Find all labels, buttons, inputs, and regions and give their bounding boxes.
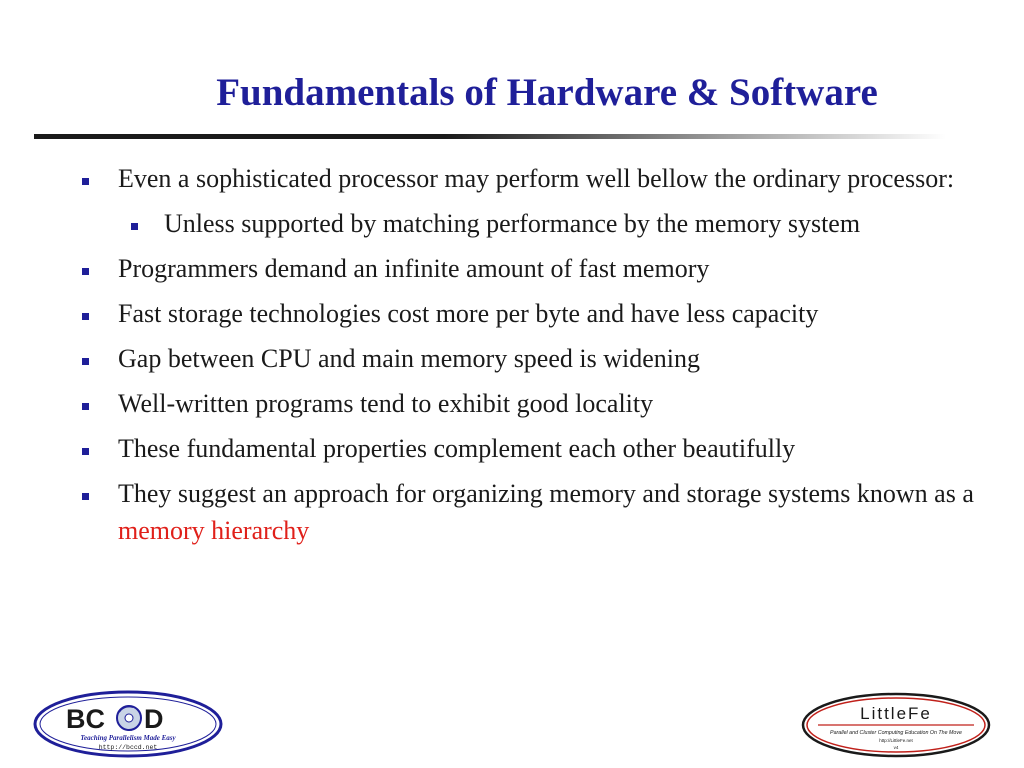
- littlefe-version: v4: [893, 745, 899, 750]
- bullet-text: Even a sophisticated processor may perform well bellow the ordinary processor:: [118, 164, 955, 193]
- bccd-logo: [33, 690, 223, 758]
- bullet-item: [80, 250, 980, 287]
- bccd-letters-1: BC: [66, 704, 105, 734]
- littlefe-tagline: Parallel and Cluster Computing Education On The Move: [830, 730, 962, 736]
- highlight-text: memory hierarchy: [118, 516, 310, 545]
- square-bullet-icon: [82, 493, 89, 500]
- square-bullet-icon: [82, 268, 89, 275]
- bullet-item: [80, 430, 980, 467]
- littlefe-url: http://LittleFe.net: [879, 738, 913, 743]
- square-bullet-icon: [131, 223, 138, 230]
- bccd-tagline: Teaching Parallelism Made Easy: [80, 734, 176, 742]
- bullet-text: Well-written programs tend to exhibit good locality: [118, 389, 654, 418]
- square-bullet-icon: [82, 178, 89, 185]
- title-divider: [34, 134, 946, 139]
- bullet-text: Gap between CPU and main memory speed is widening: [118, 344, 700, 373]
- bullet-text: Fast storage technologies cost more per byte and have less capacity: [118, 299, 819, 328]
- littlefe-name: LittleFe: [860, 704, 932, 723]
- sub-bullet-item: [80, 205, 980, 242]
- bullet-text: Programmers demand an infinite amount of fast memory: [118, 254, 710, 283]
- bullet-item: [80, 385, 980, 422]
- bccd-letters-2: D: [144, 704, 164, 734]
- bullet-item: [80, 295, 980, 332]
- disc-icon: [117, 706, 141, 730]
- square-bullet-icon: [82, 358, 89, 365]
- bullet-item: [80, 160, 980, 197]
- square-bullet-icon: [82, 403, 89, 410]
- square-bullet-icon: [82, 448, 89, 455]
- bullet-item: [80, 475, 980, 549]
- square-bullet-icon: [82, 313, 89, 320]
- slide-title: Fundamentals of Hardware & Software: [216, 71, 878, 114]
- bullet-text: These fundamental properties complement each other beautifully: [118, 434, 796, 463]
- bullet-text: They suggest an approach for organizing memory and storage systems known as a: [118, 479, 974, 508]
- bullet-item: [80, 340, 980, 377]
- bccd-url: http://bccd.net: [98, 744, 158, 751]
- littlefe-logo: [800, 692, 992, 758]
- bullet-text: Unless supported by matching performance by the memory system: [164, 209, 861, 238]
- bullet-list: [80, 160, 980, 557]
